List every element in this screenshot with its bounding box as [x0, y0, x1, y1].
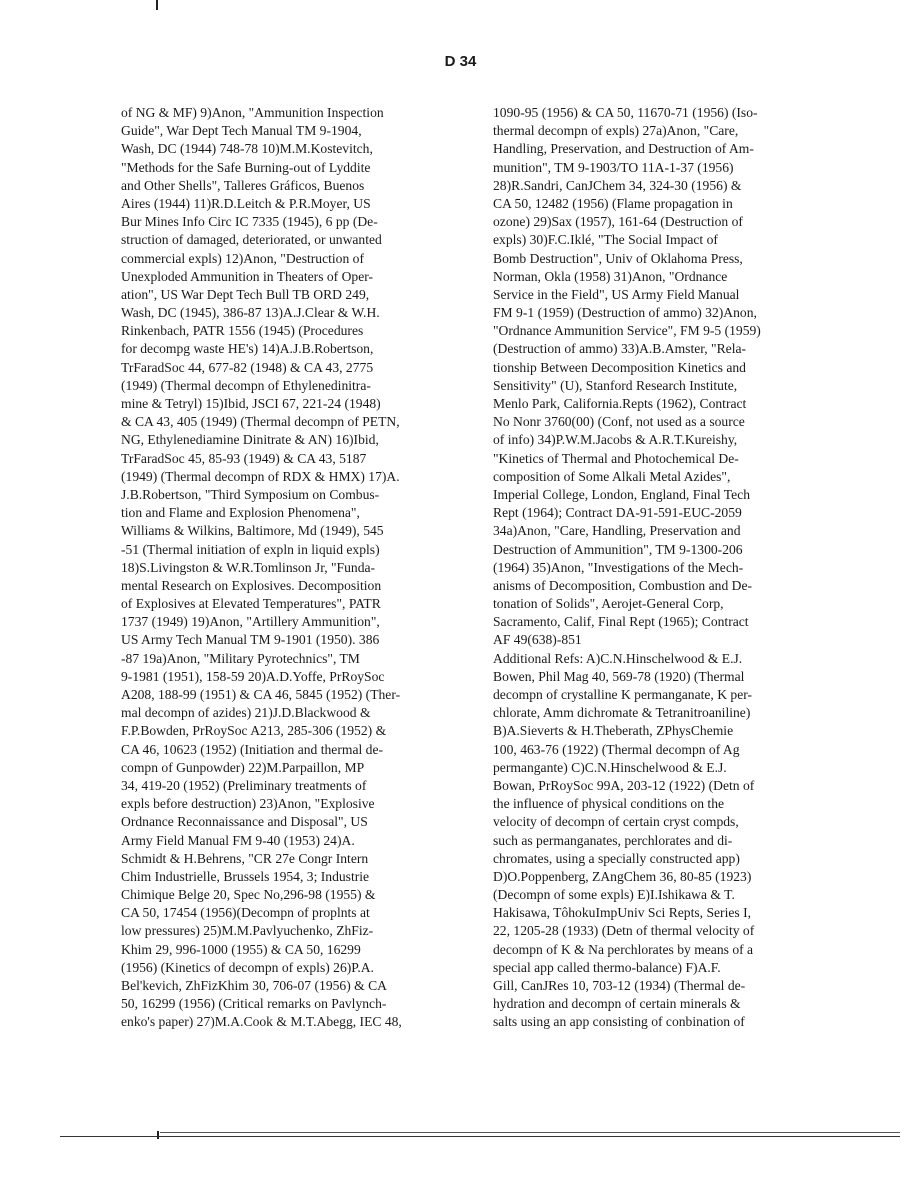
reference-line: "Kinetics of Thermal and Photochemical De- — [493, 450, 739, 466]
reference-line: 34, 419-20 (1952) (Preliminary treatments of — [121, 777, 367, 793]
reference-line: US Army Tech Manual TM 9-1901 (1950). 386 — [121, 632, 380, 648]
reference-line: Unexploded Ammunition in Theaters of Oper- — [121, 268, 374, 284]
reference-line: Additional Refs: A)C.N.Hinschelwood & E.J. — [493, 650, 743, 666]
reference-line: -87 19a)Anon, "Military Pyrotechnics", TM — [121, 650, 360, 666]
reference-line: expls) 30)F.C.Iklé, "The Social Impact of — [493, 232, 718, 248]
reference-line: thermal decompn of expls) 27a)Anon, "Care, — [493, 123, 739, 139]
reference-line: chromates, using a specially constructed app) — [493, 850, 740, 866]
reference-line: velocity of decompn of certain cryst compds, — [493, 814, 739, 830]
reference-line: TrFaradSoc 45, 85-93 (1949) & CA 43, 5187 — [121, 450, 367, 466]
reference-line: 1090-95 (1956) & CA 50, 11670-71 (1956) (Iso- — [493, 105, 758, 120]
reference-line: low pressures) 25)M.M.Pavlyuchenko, ZhFiz- — [121, 923, 374, 939]
reference-line: of Explosives at Elevated Temperatures", PATR — [121, 596, 381, 612]
reference-line: munition", TM 9-1903/TO 11A-1-37 (1956) — [493, 159, 734, 175]
left-column — [121, 104, 481, 1032]
reference-line: 9-1981 (1951), 158-59 20)A.D.Yoffe, PrRoySoc — [121, 668, 385, 684]
reference-line: anisms of Decomposition, Combustion and De- — [493, 577, 753, 593]
reference-line: tonation of Solids", Aerojet-General Corp, — [493, 596, 724, 612]
reference-line: Bur Mines Info Circ IC 7335 (1945), 6 pp (De- — [121, 214, 378, 230]
reference-line: Hakisawa, TôhokuImpUniv Sci Repts, Series I, — [493, 905, 751, 921]
reference-line: permangante) C)C.N.Hinschelwood & E.J. — [493, 759, 727, 775]
reference-line: Bowan, PrRoySoc 99A, 203-12 (1922) (Detn of — [493, 777, 755, 793]
reference-line: (1949) (Thermal decompn of Ethylenedinitra- — [121, 377, 371, 393]
reference-line: the influence of physical conditions on the — [493, 796, 725, 812]
reference-line: A208, 188-99 (1951) & CA 46, 5845 (1952) (Ther- — [121, 687, 401, 702]
reference-line: J.B.Robertson, "Third Symposium on Combus- — [121, 486, 380, 502]
reference-line: tion and Flame and Explosion Phenomena", — [121, 505, 360, 521]
reference-line: "Methods for the Safe Burning-out of Lyddite — [121, 159, 371, 175]
reference-line: ozone) 29)Sax (1957), 161-64 (Destruction of — [493, 214, 743, 230]
reference-line: expls before destruction) 23)Anon, "Explosive — [121, 796, 375, 812]
reference-line: Bel'kevich, ZhFizKhim 30, 706-07 (1956) & CA — [121, 978, 387, 993]
reference-line: ation", US War Dept Tech Bull TB ORD 249, — [121, 286, 370, 302]
reference-line: Rinkenbach, PATR 1556 (1945) (Procedures — [121, 323, 364, 339]
reference-line: mental Research on Explosives. Decomposition — [121, 577, 382, 593]
top-margin-mark — [156, 0, 158, 10]
reference-line: Norman, Okla (1958) 31)Anon, "Ordnance — [493, 268, 728, 284]
reference-line: hydration and decompn of certain minerals & — [493, 996, 741, 1012]
bottom-rule — [60, 1136, 900, 1137]
reference-line: such as permanganates, perchlorates and di- — [493, 832, 733, 848]
reference-line: D)O.Poppenberg, ZAngChem 36, 80-85 (1923) — [493, 868, 752, 884]
reference-line: Rept (1964); Contract DA-91-591-EUC-2059 — [493, 505, 742, 521]
reference-line: -51 (Thermal initiation of expln in liquid expls) — [121, 541, 380, 557]
reference-line: No Nonr 3760(00) (Conf, not used as a source — [493, 414, 745, 430]
reference-line: Sensitivity" (U), Stanford Research Institute, — [493, 377, 738, 393]
reference-line: 22, 1205-28 (1933) (Detn of thermal velocity of — [493, 923, 755, 939]
reference-line: F.P.Bowden, PrRoySoc A213, 285-306 (1952) & — [121, 723, 387, 739]
reference-line: chlorate, Amm dichromate & Tetranitroaniline) — [493, 705, 751, 721]
reference-line: Williams & Wilkins, Baltimore, Md (1949), 545 — [121, 523, 384, 539]
reference-line: special app called thermo-balance) F)A.F. — [493, 959, 721, 975]
reference-line: Ordnance Reconnaissance and Disposal", US — [121, 814, 368, 830]
reference-line: Destruction of Ammunition", TM 9-1300-206 — [493, 541, 743, 557]
reference-line: Aires (1944) 11)R.D.Leitch & P.R.Moyer, US — [121, 195, 371, 211]
reference-line: Bomb Destruction", Univ of Oklahoma Press, — [493, 250, 743, 266]
reference-line: 100, 463-76 (1922) (Thermal decompn of Ag — [493, 741, 740, 757]
reference-line: Wash, DC (1944) 748-78 10)M.M.Kostevitch, — [121, 141, 373, 157]
reference-line: decompn of K & Na perchlorates by means of a — [493, 941, 754, 957]
reference-line: Khim 29, 996-1000 (1955) & CA 50, 16299 — [121, 941, 361, 957]
reference-line: 1737 (1949) 19)Anon, "Artillery Ammunition", — [121, 614, 380, 630]
reference-line: mal decompn of azides) 21)J.D.Blackwood & — [121, 705, 371, 721]
reference-line: (1956) (Kinetics of decompn of expls) 26)P.A. — [121, 959, 374, 975]
reference-line: and Other Shells", Talleres Gráficos, Buenos — [121, 177, 365, 193]
reference-line: CA 46, 10623 (1952) (Initiation and thermal de- — [121, 741, 384, 757]
reference-line: 34a)Anon, "Care, Handling, Preservation and — [493, 523, 741, 539]
reference-line: TrFaradSoc 44, 677-82 (1948) & CA 43, 2775 — [121, 359, 374, 375]
page-number: D 34 — [444, 53, 477, 70]
reference-line: CA 50, 17454 (1956)(Decompn of proplnts at — [121, 905, 370, 921]
reference-line: (1964) 35)Anon, "Investigations of the Mech- — [493, 559, 744, 575]
reference-line: Schmidt & H.Behrens, "CR 27e Congr Intern — [121, 850, 369, 866]
reference-line: Handling, Preservation, and Destruction of Am- — [493, 141, 754, 157]
bottom-rule-secondary — [160, 1132, 900, 1133]
reference-line: compn of Gunpowder) 22)M.Parpaillon, MP — [121, 759, 365, 775]
reference-line: for decompg waste HE's) 14)A.J.B.Robertson, — [121, 341, 374, 357]
reference-line: tionship Between Decomposition Kinetics and — [493, 359, 746, 375]
reference-line: NG, Ethylenediamine Dinitrate & AN) 16)Ibid, — [121, 432, 379, 448]
reference-line: CA 50, 12482 (1956) (Flame propagation in — [493, 195, 733, 211]
reference-line: Imperial College, London, England, Final Tech — [493, 486, 751, 502]
reference-line: Gill, CanJRes 10, 703-12 (1934) (Thermal de- — [493, 978, 746, 993]
reference-line: Wash, DC (1945), 386-87 13)A.J.Clear & W.H. — [121, 305, 380, 321]
reference-line: enko's paper) 27)M.A.Cook & M.T.Abegg, IEC 48, — [121, 1014, 402, 1030]
reference-line: mine & Tetryl) 15)Ibid, JSCI 67, 221-24 (1948) — [121, 396, 381, 411]
reference-line: (1949) (Thermal decompn of RDX & HMX) 17)A. — [121, 468, 400, 484]
reference-line: Bowen, Phil Mag 40, 569-78 (1920) (Thermal — [493, 668, 745, 684]
reference-line: "Ordnance Ammunition Service", FM 9-5 (1959) — [493, 323, 761, 339]
reference-line: struction of damaged, deteriorated, or unwanted — [121, 232, 382, 248]
reference-line: 50, 16299 (1956) (Critical remarks on Pavlynch- — [121, 996, 387, 1012]
reference-line: of info) 34)P.W.M.Jacobs & A.R.T.Kureishy, — [493, 432, 738, 448]
reference-line: Service in the Field", US Army Field Manual — [493, 286, 740, 302]
reference-line: Guide", War Dept Tech Manual TM 9-1904, — [121, 123, 362, 139]
reference-line: decompn of crystalline K permanganate, K per- — [493, 687, 753, 702]
reference-line: Army Field Manual FM 9-40 (1953) 24)A. — [121, 832, 355, 848]
reference-line: Chimique Belge 20, Spec No,296-98 (1955) & — [121, 887, 376, 903]
reference-line: 28)R.Sandri, CanJChem 34, 324-30 (1956) & — [493, 177, 742, 193]
reference-line: salts using an app consisting of conbination of — [493, 1014, 745, 1030]
reference-line: Sacramento, Calif, Final Rept (1965); Contract — [493, 614, 749, 630]
reference-line: & CA 43, 405 (1949) (Thermal decompn of PETN, — [121, 414, 400, 430]
reference-line: Chim Industrielle, Brussels 1954, 3; Industrie — [121, 868, 370, 884]
reference-line: Menlo Park, California.Repts (1962), Contract — [493, 396, 747, 411]
right-column — [493, 104, 815, 1032]
reference-line: (Destruction of ammo) 33)A.B.Amster, "Rela- — [493, 341, 747, 357]
reference-line: (Decompn of some expls) E)I.Ishikawa & T. — [493, 887, 735, 903]
reference-line: commercial expls) 12)Anon, "Destruction of — [121, 250, 364, 266]
reference-line: composition of Some Alkali Metal Azides", — [493, 468, 731, 484]
bottom-margin-mark — [157, 1131, 159, 1139]
reference-line: B)A.Sieverts & H.Theberath, ZPhysChemie — [493, 723, 734, 739]
reference-line: FM 9-1 (1959) (Destruction of ammo) 32)Anon, — [493, 305, 757, 321]
reference-line: of NG & MF) 9)Anon, "Ammunition Inspection — [121, 105, 384, 120]
reference-line: AF 49(638)-851 — [493, 632, 582, 648]
reference-line: 18)S.Livingston & W.R.Tomlinson Jr, "Funda- — [121, 559, 376, 575]
